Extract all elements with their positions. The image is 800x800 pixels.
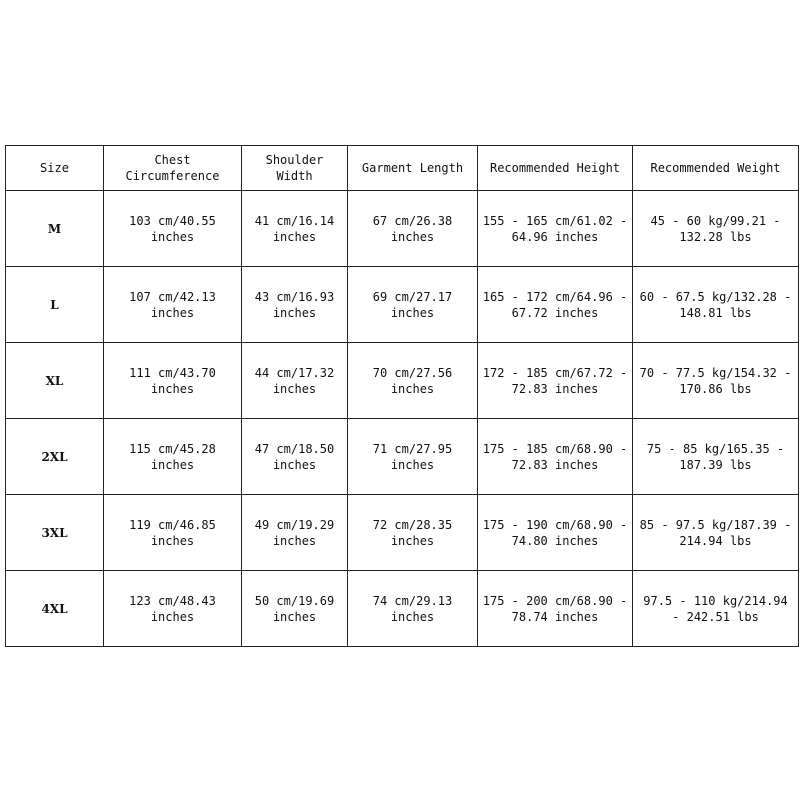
cell-chest: 115 cm/45.28 inches [104, 419, 242, 495]
header-shoulder-width: Shoulder Width [242, 146, 348, 191]
header-size: Size [6, 146, 104, 191]
cell-chest: 107 cm/42.13 inches [104, 267, 242, 343]
cell-chest: 111 cm/43.70 inches [104, 343, 242, 419]
cell-height: 175 - 190 cm/68.90 - 74.80 inches [478, 495, 633, 571]
table-row [6, 267, 799, 343]
cell-size: M [6, 191, 104, 267]
cell-height: 172 - 185 cm/67.72 - 72.83 inches [478, 343, 633, 419]
table-header [6, 146, 799, 191]
cell-shoulder: 41 cm/16.14 inches [242, 191, 348, 267]
cell-length: 72 cm/28.35 inches [348, 495, 478, 571]
cell-chest: 119 cm/46.85 inches [104, 495, 242, 571]
cell-weight: 60 - 67.5 kg/132.28 - 148.81 lbs [633, 267, 799, 343]
size-chart-table [5, 145, 799, 647]
cell-shoulder: 43 cm/16.93 inches [242, 267, 348, 343]
table-row [6, 571, 799, 647]
cell-length: 74 cm/29.13 inches [348, 571, 478, 647]
header-garment-length: Garment Length [348, 146, 478, 191]
table-row [6, 419, 799, 495]
header-recommended-height: Recommended Height [478, 146, 633, 191]
table-row [6, 343, 799, 419]
cell-length: 70 cm/27.56 inches [348, 343, 478, 419]
cell-chest: 123 cm/48.43 inches [104, 571, 242, 647]
cell-size: XL [6, 343, 104, 419]
cell-shoulder: 44 cm/17.32 inches [242, 343, 348, 419]
cell-height: 175 - 185 cm/68.90 - 72.83 inches [478, 419, 633, 495]
cell-weight: 75 - 85 kg/165.35 - 187.39 lbs [633, 419, 799, 495]
cell-shoulder: 47 cm/18.50 inches [242, 419, 348, 495]
cell-size: L [6, 267, 104, 343]
table-row [6, 191, 799, 267]
cell-height: 165 - 172 cm/64.96 - 67.72 inches [478, 267, 633, 343]
cell-chest: 103 cm/40.55 inches [104, 191, 242, 267]
cell-length: 67 cm/26.38 inches [348, 191, 478, 267]
table-row [6, 495, 799, 571]
cell-weight: 97.5 - 110 kg/214.94 - 242.51 lbs [633, 571, 799, 647]
cell-size: 4XL [6, 571, 104, 647]
cell-size: 3XL [6, 495, 104, 571]
cell-height: 155 - 165 cm/61.02 - 64.96 inches [478, 191, 633, 267]
cell-length: 69 cm/27.17 inches [348, 267, 478, 343]
cell-length: 71 cm/27.95 inches [348, 419, 478, 495]
cell-height: 175 - 200 cm/68.90 - 78.74 inches [478, 571, 633, 647]
cell-shoulder: 49 cm/19.29 inches [242, 495, 348, 571]
table-body [6, 191, 799, 647]
header-row [6, 146, 799, 191]
header-chest-circumference: Chest Circumference [104, 146, 242, 191]
cell-weight: 70 - 77.5 kg/154.32 - 170.86 lbs [633, 343, 799, 419]
cell-weight: 45 - 60 kg/99.21 - 132.28 lbs [633, 191, 799, 267]
cell-size: 2XL [6, 419, 104, 495]
header-recommended-weight: Recommended Weight [633, 146, 799, 191]
cell-weight: 85 - 97.5 kg/187.39 - 214.94 lbs [633, 495, 799, 571]
cell-shoulder: 50 cm/19.69 inches [242, 571, 348, 647]
